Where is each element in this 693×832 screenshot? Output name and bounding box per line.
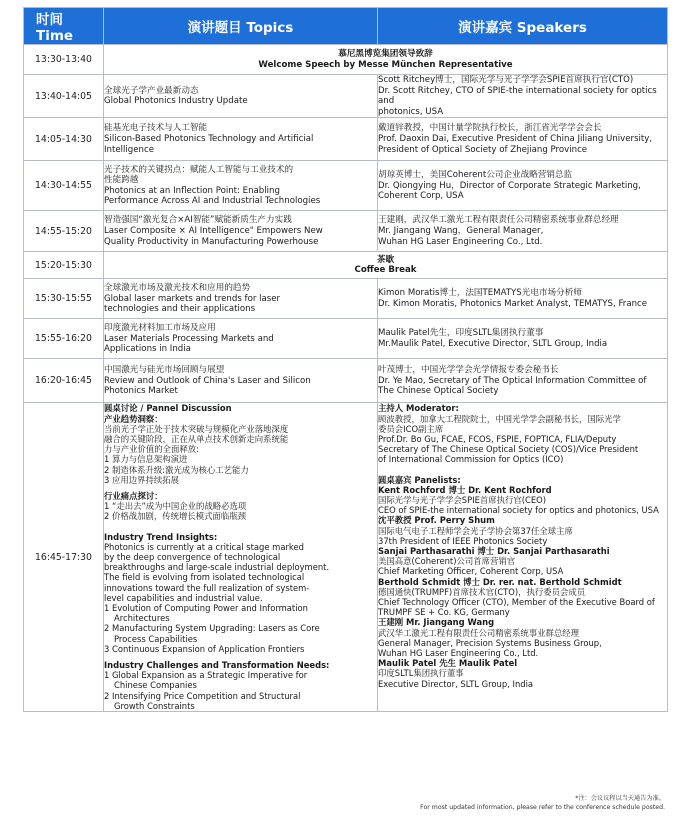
panelist-name: Berthold Schmidt 博士 Dr. rer. nat. Berthold Schmidt <box>378 576 622 587</box>
panelist-name: 沈平教授 Prof. Perry Shum <box>378 515 495 526</box>
welcome-row <box>24 45 668 75</box>
session-row <box>24 118 668 161</box>
panelist-name: Kent Rochford 博士 Dr. Kent Rochford <box>378 484 552 495</box>
session-row <box>24 279 668 319</box>
panel-speaker-cell: 主持人 Moderator: 顾波教授，加拿大工程院院士，中国光学学会副秘书长，国际光学 委员会ICO副主席 Prof.Dr. Bo Gu, FCAE, FCOS, FSPIE, FOPTICA, FLIA/Deputy Secretary of The Chinese Optical Society (COS)/Vice President of International Commission for Optics (ICO) 圆桌嘉宾 Panelists: Kent Rochford 博士 Dr. Kent Rochford 国际光学与光子学学会SPIE首席执行官(CEO) CEO of SPIE-the international society for optics and photonics, USA 沈平教授 Prof. Perry Shum 国际电气电子工程师学会光子学协会第37任全球主席 37th President of IEEE Photonics Society Sanjai Parthasarathi 博士 Dr. Sanjai Parthasarathi 美国高意(Coherent)公司首席营销官 Chief Marketing Officer, Coherent Corp, USA Berthold Schmidt 博士 Dr. rer. nat. Berthold Schmidt 德国通快(TRUMPF)首席技术官(CTO)，执行委员会成员 Chief Technology Officer (CTO), Member of the Executive Board of TRUMPF SE + Co. KG, Germany 王建刚 Mr. Jiangang Wang 武汉华工激光工程有限责任公司精密系统事业群总经理 General Manager, Precision Systems Business Group, Wuhan HG Laser Engineering Co., Ltd. Maulik Patel 先生 Maulik Patel 印度SLTL集团执行董事 Executive Director, SLTL Group, India <box>378 403 668 712</box>
session-row <box>24 319 668 359</box>
topic-cell: 硅基光电子技术与人工智能 Silicon-Based Photonics Technology and Artificial Intelligence <box>104 118 378 161</box>
welcome-title-cn: 慕尼黑博览集团领导致辞 <box>338 48 433 59</box>
panel-topic-cell: 圆桌讨论 / Pannel Discussion 产业趋势洞察： 当前光子学正处于技术突破与规模化产业落地深度 融合的关键阶段，正在从单点技术创新走向系统能 力与产业价值的全面释放: 1 算力与信息架构演进 2 制造体系升级:激光成为核心工艺能力 3 应用边界持续拓展 行业痛点探讨： 1 “走出去”成为中国企业的战略必选项 2 价格战加剧，传统增长模式面临瓶颈 Industry Trend Insights: Photonics is currently at a critical stage marked by the deep convergence of technological breakthroughs and large-scale industrial deployment. The field is evolving from isolated technological innovations toward the full realization of system- level capabilities and industrial value. 1 Evolution of Computing Power and Information Architectures 2 Manufacturing System Upgrading: Lasers as Core Process Capabilities 3 Continuous Expansion of Application Frontiers Industry Challenges and Transformation Needs: 1 Global Expansion as a Strategic Imperative for Chinese Companies 2 Intensifying Price Competition and Structural Growth Constraints <box>104 403 378 712</box>
pain-cn-heading: 行业痛点探讨： <box>104 491 163 501</box>
time-cell: 15:30-15:55 <box>24 279 104 319</box>
time-cell: 14:05-14:30 <box>24 118 104 161</box>
session-row <box>24 359 668 403</box>
welcome-title-en: Welcome Speech by Messe München Representative <box>258 59 513 70</box>
panelist-name: Maulik Patel 先生 Maulik Patel <box>378 658 518 669</box>
time-cell: 15:20-15:30 <box>24 252 104 279</box>
time-cell: 14:30-14:55 <box>24 161 104 211</box>
speaker-cell: Maulik Patel先生，印度SLTL集团执行董事 Mr.Maulik Patel, Executive Director, SLTL Group, India <box>378 319 668 359</box>
topic-cell: 印度激光材料加工市场及应用 Laser Materials Processing Markets and Applications in India <box>104 319 378 359</box>
time-cell: 14:55-15:20 <box>24 211 104 252</box>
session-row <box>24 161 668 211</box>
speaker-cell: 胡琼英博士，美国Coherent公司企业战略营销总监 Dr. Qiongying Hu，Director of Corporate Strategic Marketing, Coherent Corp, USA <box>378 161 668 211</box>
topic-cell: 全球激光市场及激光技术和应用的趋势 Global laser markets and trends for laser technologies and their applications <box>104 279 378 319</box>
pain-en-heading: Industry Challenges and Transformation Needs: <box>104 660 330 671</box>
panel-title: 圆桌讨论 / Pannel Discussion <box>104 403 232 414</box>
header-time: 时间 Time <box>24 8 104 45</box>
header-speakers: 演讲嘉宾 Speakers <box>378 8 668 45</box>
topic-cell: 智造强国“激光复合×AI智能”赋能新质生产力实践 Laser Composite × AI Intelligence" Empowers New Quality Productivity in Manufacturing Powerhouse <box>104 211 378 252</box>
speaker-cell: Kimon Moratis博士，法国TEMATYS光电市场分析师 Dr. Kimon Moratis, Photonics Market Analyst, TEMATYS, France <box>378 279 668 319</box>
time-cell: 15:55-16:20 <box>24 319 104 359</box>
footnote-en: For most updated information, please refer to the conference schedule posted. <box>420 804 665 811</box>
footnote-cn: *注：会议议程以当天通告为准。 <box>575 795 665 802</box>
trend-en-heading: Industry Trend Insights: <box>104 531 218 542</box>
coffee-break-row <box>24 252 668 279</box>
coffee-title-en: Coffee Break <box>354 265 417 276</box>
session-row <box>24 75 668 118</box>
speaker-cell: 叶茂博士，中国光学学会光学情报专委会秘书长 Dr. Ye Mao, Secretary of The Optical Information Committee of The Chinese Optical Society <box>378 359 668 403</box>
header-topics: 演讲题目 Topics <box>104 8 378 45</box>
panelist-name: Sanjai Parthasarathi 博士 Dr. Sanjai Parthasarathi <box>378 546 610 557</box>
speaker-cell: 戴道锌教授，中国计量学院执行校长，浙江省光学学会会长 Prof. Daoxin Dai, Executive President of China Jiliang University, President of Optical Society of Zhejiang Province <box>378 118 668 161</box>
trend-cn-heading: 产业趋势洞察： <box>104 413 163 424</box>
time-cell: 16:45-17:30 <box>24 403 104 712</box>
time-cell: 16:20-16:45 <box>24 359 104 403</box>
topic-cell: 光子技术的关键拐点：赋能人工智能与工业技术的 性能跨越 Photonics at an Inflection Point: Enabling Performance Across AI and Industrial Technologies <box>104 161 378 211</box>
panelists-heading: 圆桌嘉宾 Panelists: <box>378 474 461 485</box>
table-header-row <box>24 8 668 45</box>
speaker-cell: 王建刚，武汉华工激光工程有限责任公司精密系统事业群总经理 Mr. Jiangang Wang，General Manager, Wuhan HG Laser Engineering Co., Ltd. <box>378 211 668 252</box>
schedule-table <box>23 7 668 712</box>
time-cell: 13:40-14:05 <box>24 75 104 118</box>
coffee-title-cn: 茶歇 <box>376 254 395 265</box>
moderator-heading: 主持人 Moderator: <box>378 403 459 414</box>
topic-cell: 中国激光与硅光市场回顾与展望 Review and Outlook of China's Laser and Silicon Photonics Market <box>104 359 378 403</box>
time-cell: 13:30-13:40 <box>24 45 104 75</box>
footnote <box>420 794 665 812</box>
panelist-name: 王建刚 Mr. Jiangang Wang <box>378 617 495 628</box>
topic-cell: 全球光子学产业最新动态 Global Photonics Industry Update <box>104 75 378 118</box>
panel-row <box>24 403 668 712</box>
speaker-cell: Scott Ritchey博士，国际光学与光子学学会SPIE首席执行官(CTO) Dr. Scott Ritchey, CTO of SPIE-the international society for optics and photonics, USA <box>378 75 668 118</box>
session-row <box>24 211 668 252</box>
